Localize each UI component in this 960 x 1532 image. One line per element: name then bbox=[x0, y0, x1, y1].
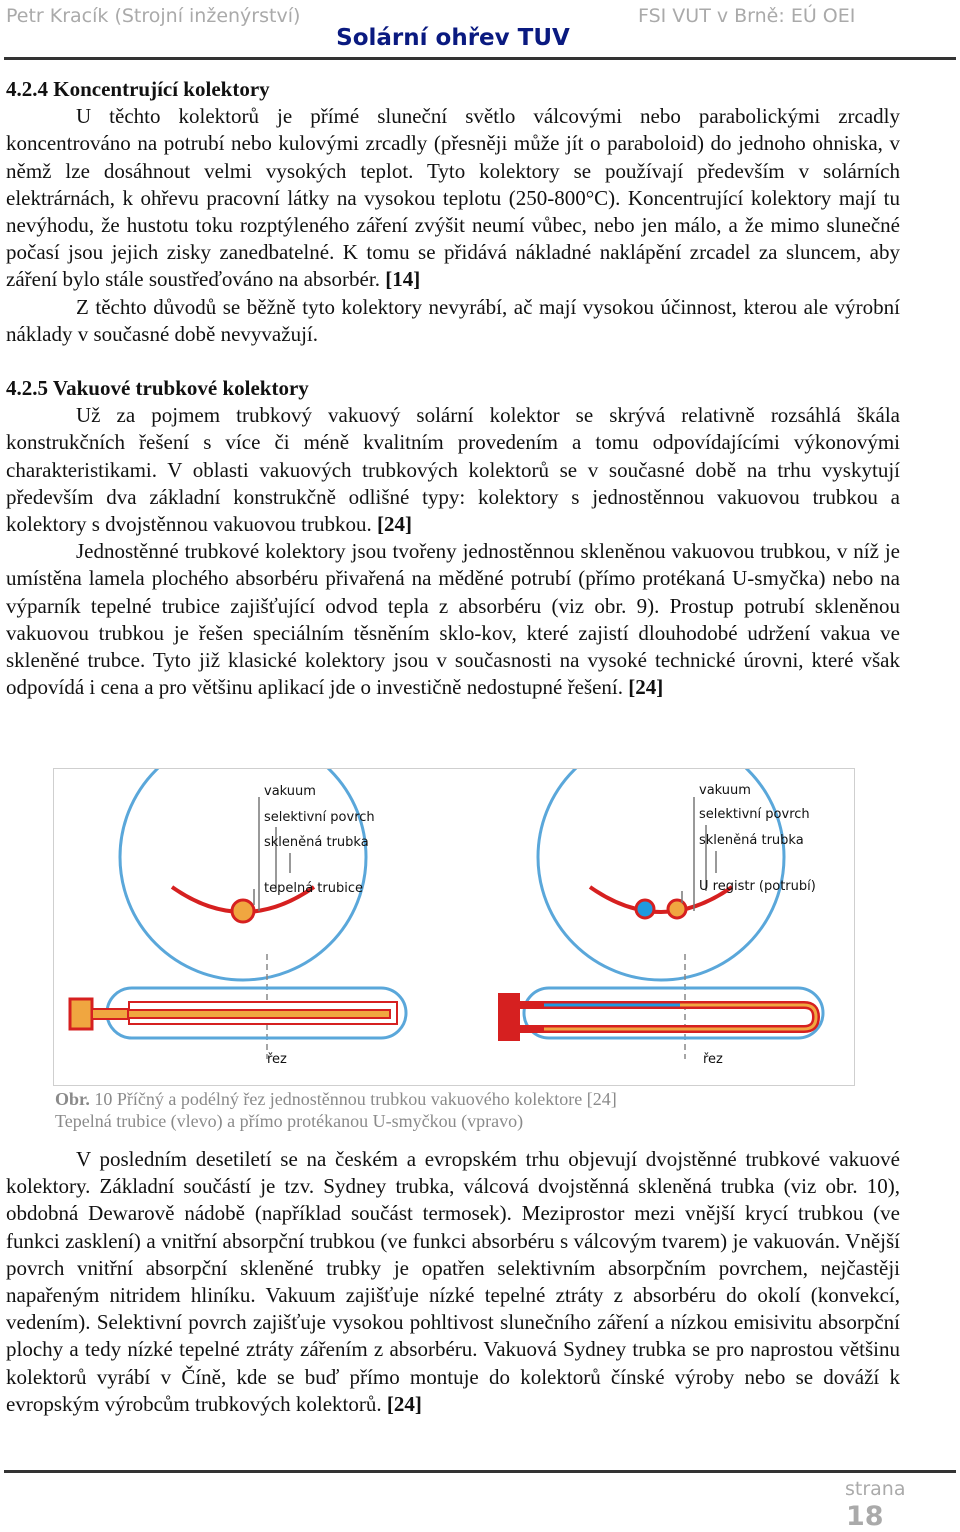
paragraph: Z těchto důvodů se běžně tyto kolektory nevyrábí, ač mají vysokou účinnost, kterou ale výrobní náklady v současné době nevyvažují. bbox=[6, 294, 900, 346]
paragraph-text: Už za pojmem trubkový vakuový solární kolektor se skrývá relativně rozsáhlá škála konstrukčních řešení s více či méně kvalitním provedením a tomu odpovídajícími výkonovými charakteristikami. V oblasti vakuových trubkových kolektorů se v současné době na trhu vyskytují především dva základní konstrukčně odlišné typy: kolektory s jednostěnnou vakuovou trubkou a kolektory s dvojstěnnou vakuovou trubkou. bbox=[6, 403, 900, 537]
section-heading-4-2-4: 4.2.4 Koncentrující kolektory bbox=[6, 77, 270, 101]
paragraph bbox=[6, 402, 900, 538]
right-label-cut: řez bbox=[703, 1052, 723, 1067]
right-u-pipe-outlet bbox=[668, 900, 686, 918]
tube-diagram bbox=[54, 769, 854, 1085]
section-heading-4-2-5: 4.2.5 Vakuové trubkové kolektory bbox=[6, 376, 309, 401]
left-label-selective-surface: selektivní povrch bbox=[264, 810, 375, 825]
left-label-cut: řez bbox=[267, 1052, 287, 1067]
right-label-selective-surface: selektivní povrch bbox=[699, 807, 810, 822]
paragraph bbox=[6, 103, 900, 293]
paragraph-text: U těchto kolektorů je přímé sluneční světlo válcovými nebo parabolickými zrcadly koncentrováno na potrubí nebo kulovými zrcadly (přesněji může jít o paraboloid) do jednoho ohniska, v němž lze dosáhnout velmi vysokých teplot. Tyto kolektory se používají především v solárních elektrárnách, k ohřevu pracovní látky na vysokou teplotu (250-800°C). Koncentrující kolektory mají tu nevýhodu, že hustotu toku rozptýleného záření zvýšit neumí vůbec, nebo jen málo, a že mimo slunečné počasí jsou jejich zisky zanedbatelné. K tomu se přidává nákladné naklápění zrcadel za sluncem, aby záření bylo stále soustřeďováno na absorbér. bbox=[6, 104, 900, 292]
right-label-u-register: U registr (potrubí) bbox=[699, 879, 816, 894]
right-u-loop-header bbox=[498, 993, 520, 1041]
left-label-glass-tube: skleněná trubka bbox=[264, 835, 369, 850]
right-label-vacuum: vakuum bbox=[699, 783, 751, 798]
figure-caption-line-2: Tepelná trubice (vlevo) a přímo protékanou U-smyčkou (vpravo) bbox=[55, 1111, 524, 1131]
figure-caption bbox=[55, 1088, 617, 1132]
section-vacuum-tube-continued bbox=[6, 1146, 900, 1418]
footer-divider bbox=[4, 1470, 956, 1473]
right-glass-tube-cross-section bbox=[538, 769, 784, 980]
section-concentrating-collectors bbox=[6, 76, 900, 701]
left-glass-tube-cross-section bbox=[120, 769, 366, 980]
citation: [24] bbox=[376, 512, 412, 537]
right-u-pipe-inlet bbox=[636, 900, 654, 918]
header-institution: FSI VUT v Brně: EÚ OEI bbox=[638, 5, 856, 27]
paragraph bbox=[6, 538, 900, 701]
right-u-loop-connector bbox=[520, 1001, 544, 1009]
page-label: strana bbox=[845, 1478, 906, 1500]
left-label-heat-pipe: tepelná trubice bbox=[264, 881, 363, 896]
citation: [14] bbox=[385, 267, 421, 292]
paragraph-text: Jednostěnné trubkové kolektory jsou tvořeny jednostěnnou skleněnou vakuovou trubkou, v níž je umístěna lamela plochého absorbéru přivařená na měděné potrubí (přímo protékaná U-smyčka) nebo na výparník tepelné trubice zajišťující odvod tepla z absorbéru (viz obr. 9). Prostup potrubí skleněnou vakuovou trubkou je řešen speciálním těsněním sklo-kov, které zajistí dlouhodobé udržení vakua ve skleněné trubce. Tyto již klasické kolektory jsou v současnosti na vysoké technické úrovni, které však odpovídá i cena a pro většinu aplikací jde o investičně nedostupné řešení. bbox=[6, 539, 900, 700]
figure-caption-line-1 bbox=[55, 1088, 617, 1110]
caption-text: Příčný a podélný řez jednostěnnou trubkou vakuového kolektore bbox=[116, 1089, 583, 1109]
left-heat-pipe-body bbox=[128, 1010, 390, 1018]
document-title: Solární ohřev TUV bbox=[336, 25, 570, 51]
paragraph bbox=[6, 1146, 900, 1418]
left-heat-pipe-condenser bbox=[70, 999, 92, 1029]
caption-citation: [24] bbox=[586, 1089, 617, 1109]
paragraph-text: V posledním desetiletí se na českém a evropském trhu objevují dvojstěnné trubkové vakuové kolektory. Základní součástí je tzv. Sydney trubka, válcová dvojstěnná skleněná trubka (viz obr. 10), obdobná Dewarově nádobě (například součást termosek). Meziprostor mezi vnější krycí trubkou (ve funkci zasklení) a vnitřní absorpční trubkou (ve funkci absorbéru s válcovým tvarem) je vakuován. Vnější povrch vnitřní absorpční skleněné trubky je opatřen selektivním absorpčním povrchem, nejčastěji napařeným nitridem hliníku. Vakuum zajišťuje nízké tepelné ztráty z absorbéru do okolí (konvekcí, vedením). Selektivní povrch zajišťuje vysokou pohltivost slunečního záření a nízkou emisivitu absorpční plochy a tedy nízké tepelné ztráty zářením z absorbéru. Vakuová Sydney trubka se pro naprostou většinu kolektorů vyrábí v Číně, kde se buď přímo montuje do kolektorů čínské výroby nebo se dováží k evropským výrobcům trubkových kolektorů. bbox=[6, 1147, 900, 1416]
header-author: Petr Kracík (Strojní inženýrství) bbox=[6, 5, 301, 27]
figure-tube-cross-sections bbox=[53, 768, 855, 1086]
right-u-loop-pipe bbox=[544, 1005, 816, 1029]
caption-prefix: Obr. bbox=[55, 1089, 90, 1109]
caption-number: 10 bbox=[94, 1089, 113, 1109]
page-number: 18 bbox=[846, 1501, 884, 1532]
left-label-vacuum: vakuum bbox=[264, 784, 316, 799]
left-heat-pipe-neck bbox=[92, 1009, 128, 1019]
header-divider bbox=[4, 57, 956, 60]
citation: [24] bbox=[628, 675, 664, 700]
right-label-glass-tube: skleněná trubka bbox=[699, 833, 804, 848]
citation: [24] bbox=[386, 1391, 422, 1416]
left-heat-pipe-cross-section bbox=[232, 900, 254, 922]
right-u-loop-connector bbox=[520, 1025, 544, 1033]
